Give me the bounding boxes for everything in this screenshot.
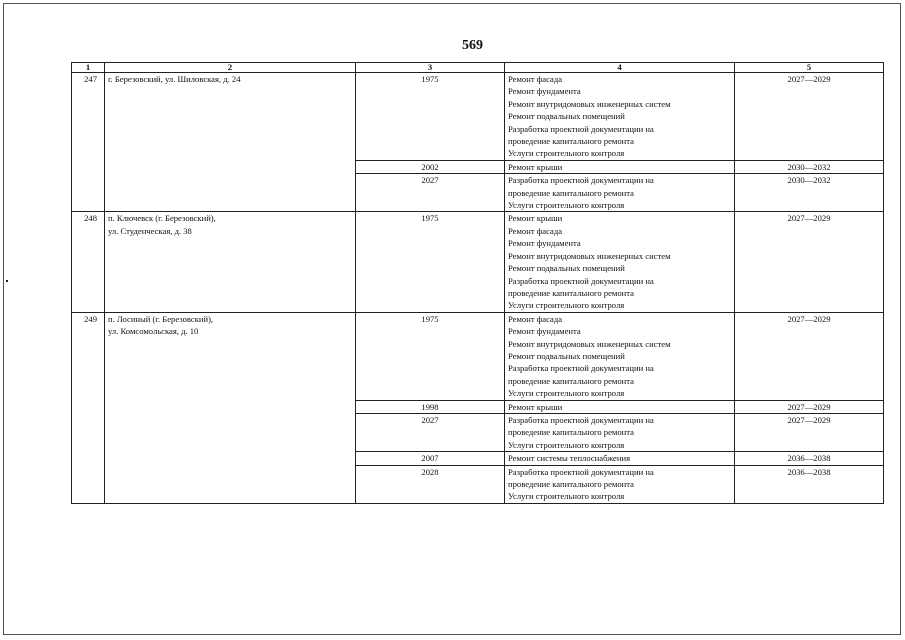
work-item: проведение капитального ремонта <box>508 479 634 489</box>
page-number: 569 <box>462 38 483 53</box>
work-item: Разработка проектной документации на <box>508 123 654 134</box>
work-item: проведение капитального ремонта <box>508 375 634 386</box>
header-cell: 2 <box>105 63 356 73</box>
works-cell <box>505 413 735 451</box>
work-item: Ремонт крыши <box>508 213 563 224</box>
work-item: Ремонт фасада <box>508 225 563 236</box>
row-number-cell: 248 <box>72 212 105 312</box>
work-item: Ремонт фасада <box>508 313 563 324</box>
row-number-cell: 247 <box>72 73 105 212</box>
period-cell: 2027—2029 <box>735 73 884 161</box>
address-cell <box>105 73 356 212</box>
works-cell <box>505 452 735 465</box>
work-item: Разработка проектной документации на <box>508 414 654 425</box>
address-line: ул. Студенческая, д. 38 <box>108 225 192 236</box>
repair-schedule-table <box>71 62 884 504</box>
works-cell <box>505 73 735 161</box>
header-row <box>72 63 884 73</box>
work-item: Разработка проектной документации на <box>508 175 654 186</box>
year-cell: 2027 <box>356 174 505 212</box>
work-item: Услуги строительного контроля <box>508 148 625 159</box>
works-cell <box>505 465 735 503</box>
address-line: ул. Комсомольская, д. 10 <box>108 326 199 337</box>
year-cell: 2007 <box>356 452 505 465</box>
period-cell: 2036—2038 <box>735 452 884 465</box>
year-cell: 1975 <box>356 312 505 400</box>
work-item: проведение капитального ремонта <box>508 136 634 147</box>
header-cell: 4 <box>505 63 735 73</box>
table-body <box>72 73 884 504</box>
year-cell: 1975 <box>356 212 505 312</box>
work-item: Ремонт фундамента <box>508 86 581 97</box>
address-line: г. Березовский, ул. Шиловская, д. 24 <box>108 74 241 84</box>
table-row <box>72 312 884 400</box>
work-item: Ремонт фундамента <box>508 238 581 249</box>
scan-speck <box>6 280 8 282</box>
work-item: Услуги строительного контроля <box>508 491 625 502</box>
work-item: Ремонт подвальных помещений <box>508 111 625 122</box>
header-cell: 3 <box>356 63 505 73</box>
work-item: Разработка проектной документации на <box>508 363 654 374</box>
work-item: Услуги строительного контроля <box>508 300 625 311</box>
work-item: Услуги строительного контроля <box>508 200 625 211</box>
year-cell: 2028 <box>356 465 505 503</box>
period-cell: 2030—2032 <box>735 174 884 212</box>
work-item: проведение капитального ремонта <box>508 287 634 298</box>
row-number-cell: 249 <box>72 312 105 503</box>
address-cell <box>105 312 356 503</box>
work-item: Ремонт внутридомовых инженерных систем <box>508 338 671 349</box>
work-item: Ремонт фундамента <box>508 326 581 337</box>
work-item: Ремонт внутридомовых инженерных систем <box>508 250 671 261</box>
work-item: Ремонт системы теплоснабжения <box>508 453 631 464</box>
work-item: Услуги строительного контроля <box>508 439 625 450</box>
works-cell <box>505 400 735 413</box>
work-item: Разработка проектной документации на <box>508 275 654 286</box>
period-cell: 2027—2029 <box>735 212 884 312</box>
period-cell: 2027—2029 <box>735 400 884 413</box>
address-line: п. Ключевск (г. Березовский), <box>108 213 216 224</box>
work-item: Ремонт фасада <box>508 74 563 84</box>
year-cell: 1975 <box>356 73 505 161</box>
year-cell: 2002 <box>356 160 505 173</box>
table-row <box>72 73 884 161</box>
address-cell <box>105 212 356 312</box>
work-item: Ремонт крыши <box>508 401 563 412</box>
work-item: Разработка проектной документации на <box>508 466 654 477</box>
period-cell: 2030—2032 <box>735 160 884 173</box>
work-item: Ремонт подвальных помещений <box>508 350 625 361</box>
year-cell: 1998 <box>356 400 505 413</box>
work-item: Ремонт крыши <box>508 161 563 172</box>
work-item: проведение капитального ремонта <box>508 427 634 438</box>
works-cell <box>505 174 735 212</box>
works-cell <box>505 212 735 312</box>
period-cell: 2036—2038 <box>735 465 884 503</box>
header-cell: 5 <box>735 63 884 73</box>
works-cell <box>505 312 735 400</box>
header-cell: 1 <box>72 63 105 73</box>
work-item: проведение капитального ремонта <box>508 187 634 198</box>
work-item: Ремонт подвальных помещений <box>508 263 625 274</box>
year-cell: 2027 <box>356 413 505 451</box>
table-row <box>72 212 884 312</box>
work-item: Ремонт внутридомовых инженерных систем <box>508 98 671 109</box>
address-line: п. Лосиный (г. Березовский), <box>108 313 214 324</box>
period-cell: 2027—2029 <box>735 413 884 451</box>
work-item: Услуги строительного контроля <box>508 388 625 399</box>
period-cell: 2027—2029 <box>735 312 884 400</box>
works-cell <box>505 160 735 173</box>
